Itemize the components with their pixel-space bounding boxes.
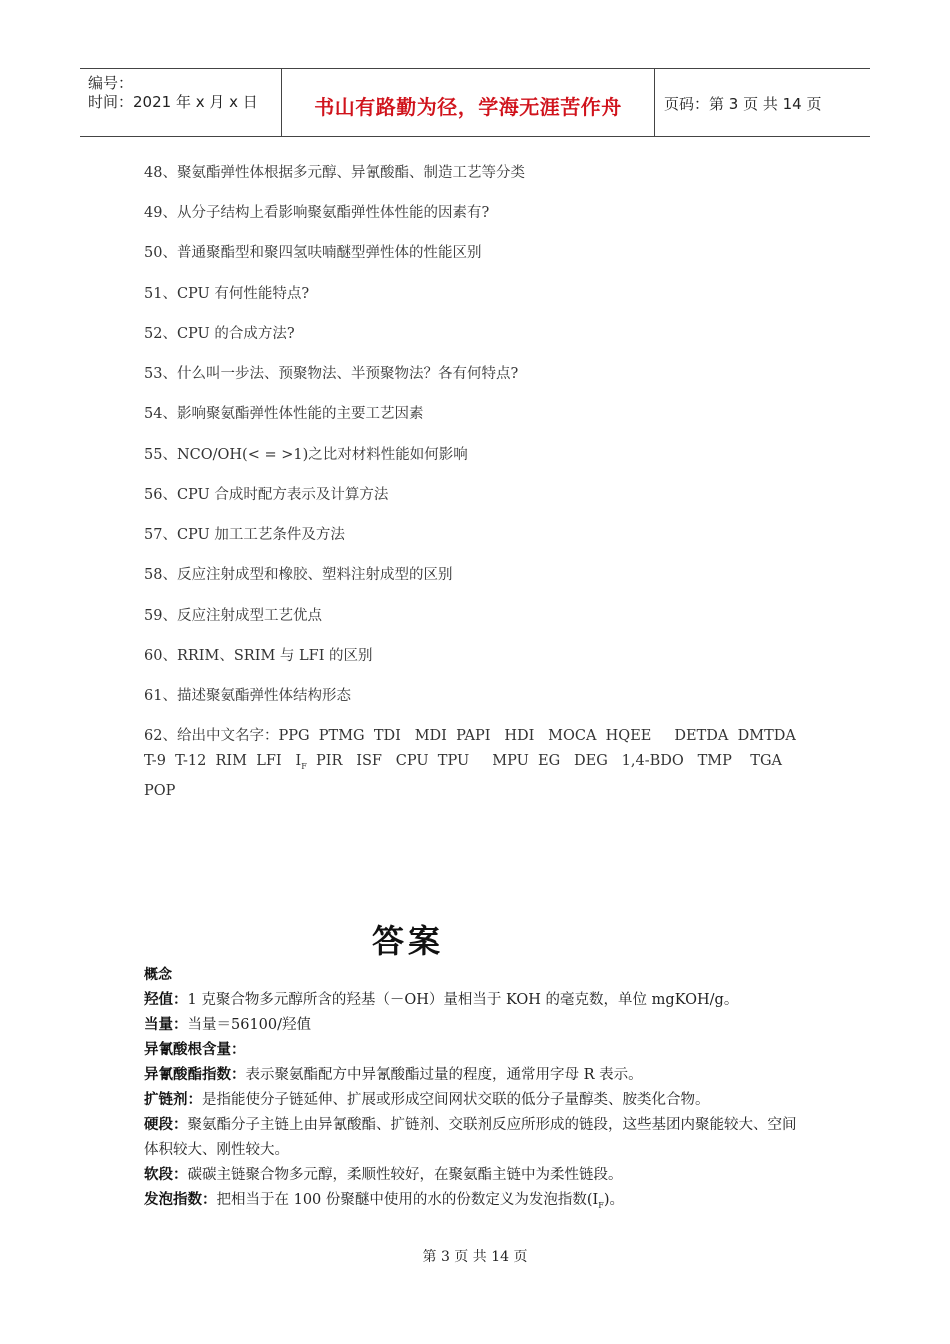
term-label: 硬段： — [144, 1117, 188, 1133]
date-label: 时间：2021 年 x 月 x 日 — [88, 93, 258, 111]
page-header — [80, 68, 870, 137]
term-text: 表示聚氨酯配方中异氰酸酯过量的程度，通常用字母 R 表示。 — [245, 1067, 643, 1083]
serial-label: 编号： — [88, 74, 134, 92]
question-62-line-3: POP — [144, 782, 176, 799]
term-label: 扩链剂： — [144, 1092, 202, 1108]
question-59: 59、反应注射成型工艺优点 — [144, 608, 322, 624]
term-text: 碳碳主链聚合物多元醇，柔顺性较好，在聚氨酯主链中为柔性链段。 — [187, 1167, 623, 1183]
question-58: 58、反应注射成型和橡胶、塑料注射成型的区别 — [144, 567, 453, 583]
question-48: 48、聚氨酯弹性体根据多元醇、异氰酸酯、制造工艺等分类 — [144, 165, 525, 181]
term-text: 当量＝56100/羟值 — [187, 1017, 312, 1033]
question-54: 54、影响聚氨酯弹性体性能的主要工艺因素 — [144, 406, 424, 422]
answers-title: 答案 — [372, 922, 445, 960]
answers-section — [144, 963, 809, 1218]
question-61: 61、描述聚氨酯弹性体结构形态 — [144, 688, 351, 704]
question-62-line-2-start: T-9 T-12 RIM LFI I — [144, 753, 302, 769]
term-label: 异氰酸酯指数： — [144, 1067, 246, 1083]
question-53: 53、什么叫一步法、预聚物法、半预聚物法？各有何特点? — [144, 366, 519, 382]
question-62-line-2 — [144, 749, 804, 779]
header-motto-cell — [281, 69, 655, 136]
term-text: 是指能使分子链延伸、扩展或形成空间网状交联的低分子量醇类、胺类化合物。 — [202, 1092, 710, 1108]
term-text: 1 克聚合物多元醇所含的羟基（－OH）量相当于 KOH 的毫克数，单位 mgKOH/g。 — [187, 992, 739, 1008]
motto: 书山有路勤为径，学海无涯苦作舟 — [314, 95, 622, 119]
question-60: 60、RRIM、SRIM 与 LFI 的区别 — [144, 648, 373, 664]
header-page-cell — [654, 69, 870, 136]
definition-hard-segment — [144, 1113, 809, 1163]
page-footer: 第 3 页 共 14 页 — [422, 1249, 528, 1265]
term-text: 把相当于在 100 份聚醚中使用的水的份数定义为发泡指数(I — [216, 1192, 599, 1208]
page-info: 页码：第 3 页 共 14 页 — [664, 95, 822, 113]
definition-equivalent — [144, 1013, 809, 1038]
definition-chain-extender — [144, 1088, 809, 1113]
section-heading: 概念 — [144, 967, 172, 983]
definition-soft-segment — [144, 1163, 809, 1188]
question-50: 50、普通聚酯型和聚四氢呋喃醚型弹性体的性能区别 — [144, 245, 482, 261]
question-62-line-1: 62、给出中文名字：PPG PTMG TDI MDI PAPI HDI MOCA HQEE DETDA DMTDA — [144, 728, 796, 744]
question-55: 55、NCO/OH(< = >1)之比对材料性能如何影响 — [144, 447, 468, 463]
question-62-line-2-rest: PIR ISF CPU TPU MPU EG DEG 1,4-BDO TMP TGA — [306, 753, 783, 769]
definition-hydroxyl-value — [144, 988, 809, 1013]
term-label: 羟值： — [144, 992, 188, 1008]
question-52: 52、CPU 的合成方法? — [144, 326, 295, 342]
definition-foaming-index — [144, 1188, 809, 1218]
definition-isocyanate-index — [144, 1063, 809, 1088]
definition-nco-content — [144, 1038, 809, 1063]
foaming-index-subscript: F — [598, 1200, 604, 1210]
question-62 — [144, 724, 804, 804]
question-62-subscript: F — [301, 761, 307, 771]
term-label: 异氰酸根含量： — [144, 1042, 246, 1058]
question-49: 49、从分子结构上看影响聚氨酯弹性体性能的因素有? — [144, 205, 490, 221]
term-label: 当量： — [144, 1017, 188, 1033]
question-56: 56、CPU 合成时配方表示及计算方法 — [144, 487, 389, 503]
term-text-end: )。 — [603, 1192, 625, 1208]
term-label: 软段： — [144, 1167, 188, 1183]
header-meta-cell — [80, 69, 281, 136]
term-text: 聚氨酯分子主链上由异氰酸酯、扩链剂、交联剂反应所形成的链段，这些基团内聚能较大、空间体积较大、刚性较大。 — [144, 1117, 797, 1158]
question-57: 57、CPU 加工工艺条件及方法 — [144, 527, 345, 543]
term-label: 发泡指数： — [144, 1192, 217, 1208]
question-51: 51、CPU 有何性能特点? — [144, 286, 310, 302]
